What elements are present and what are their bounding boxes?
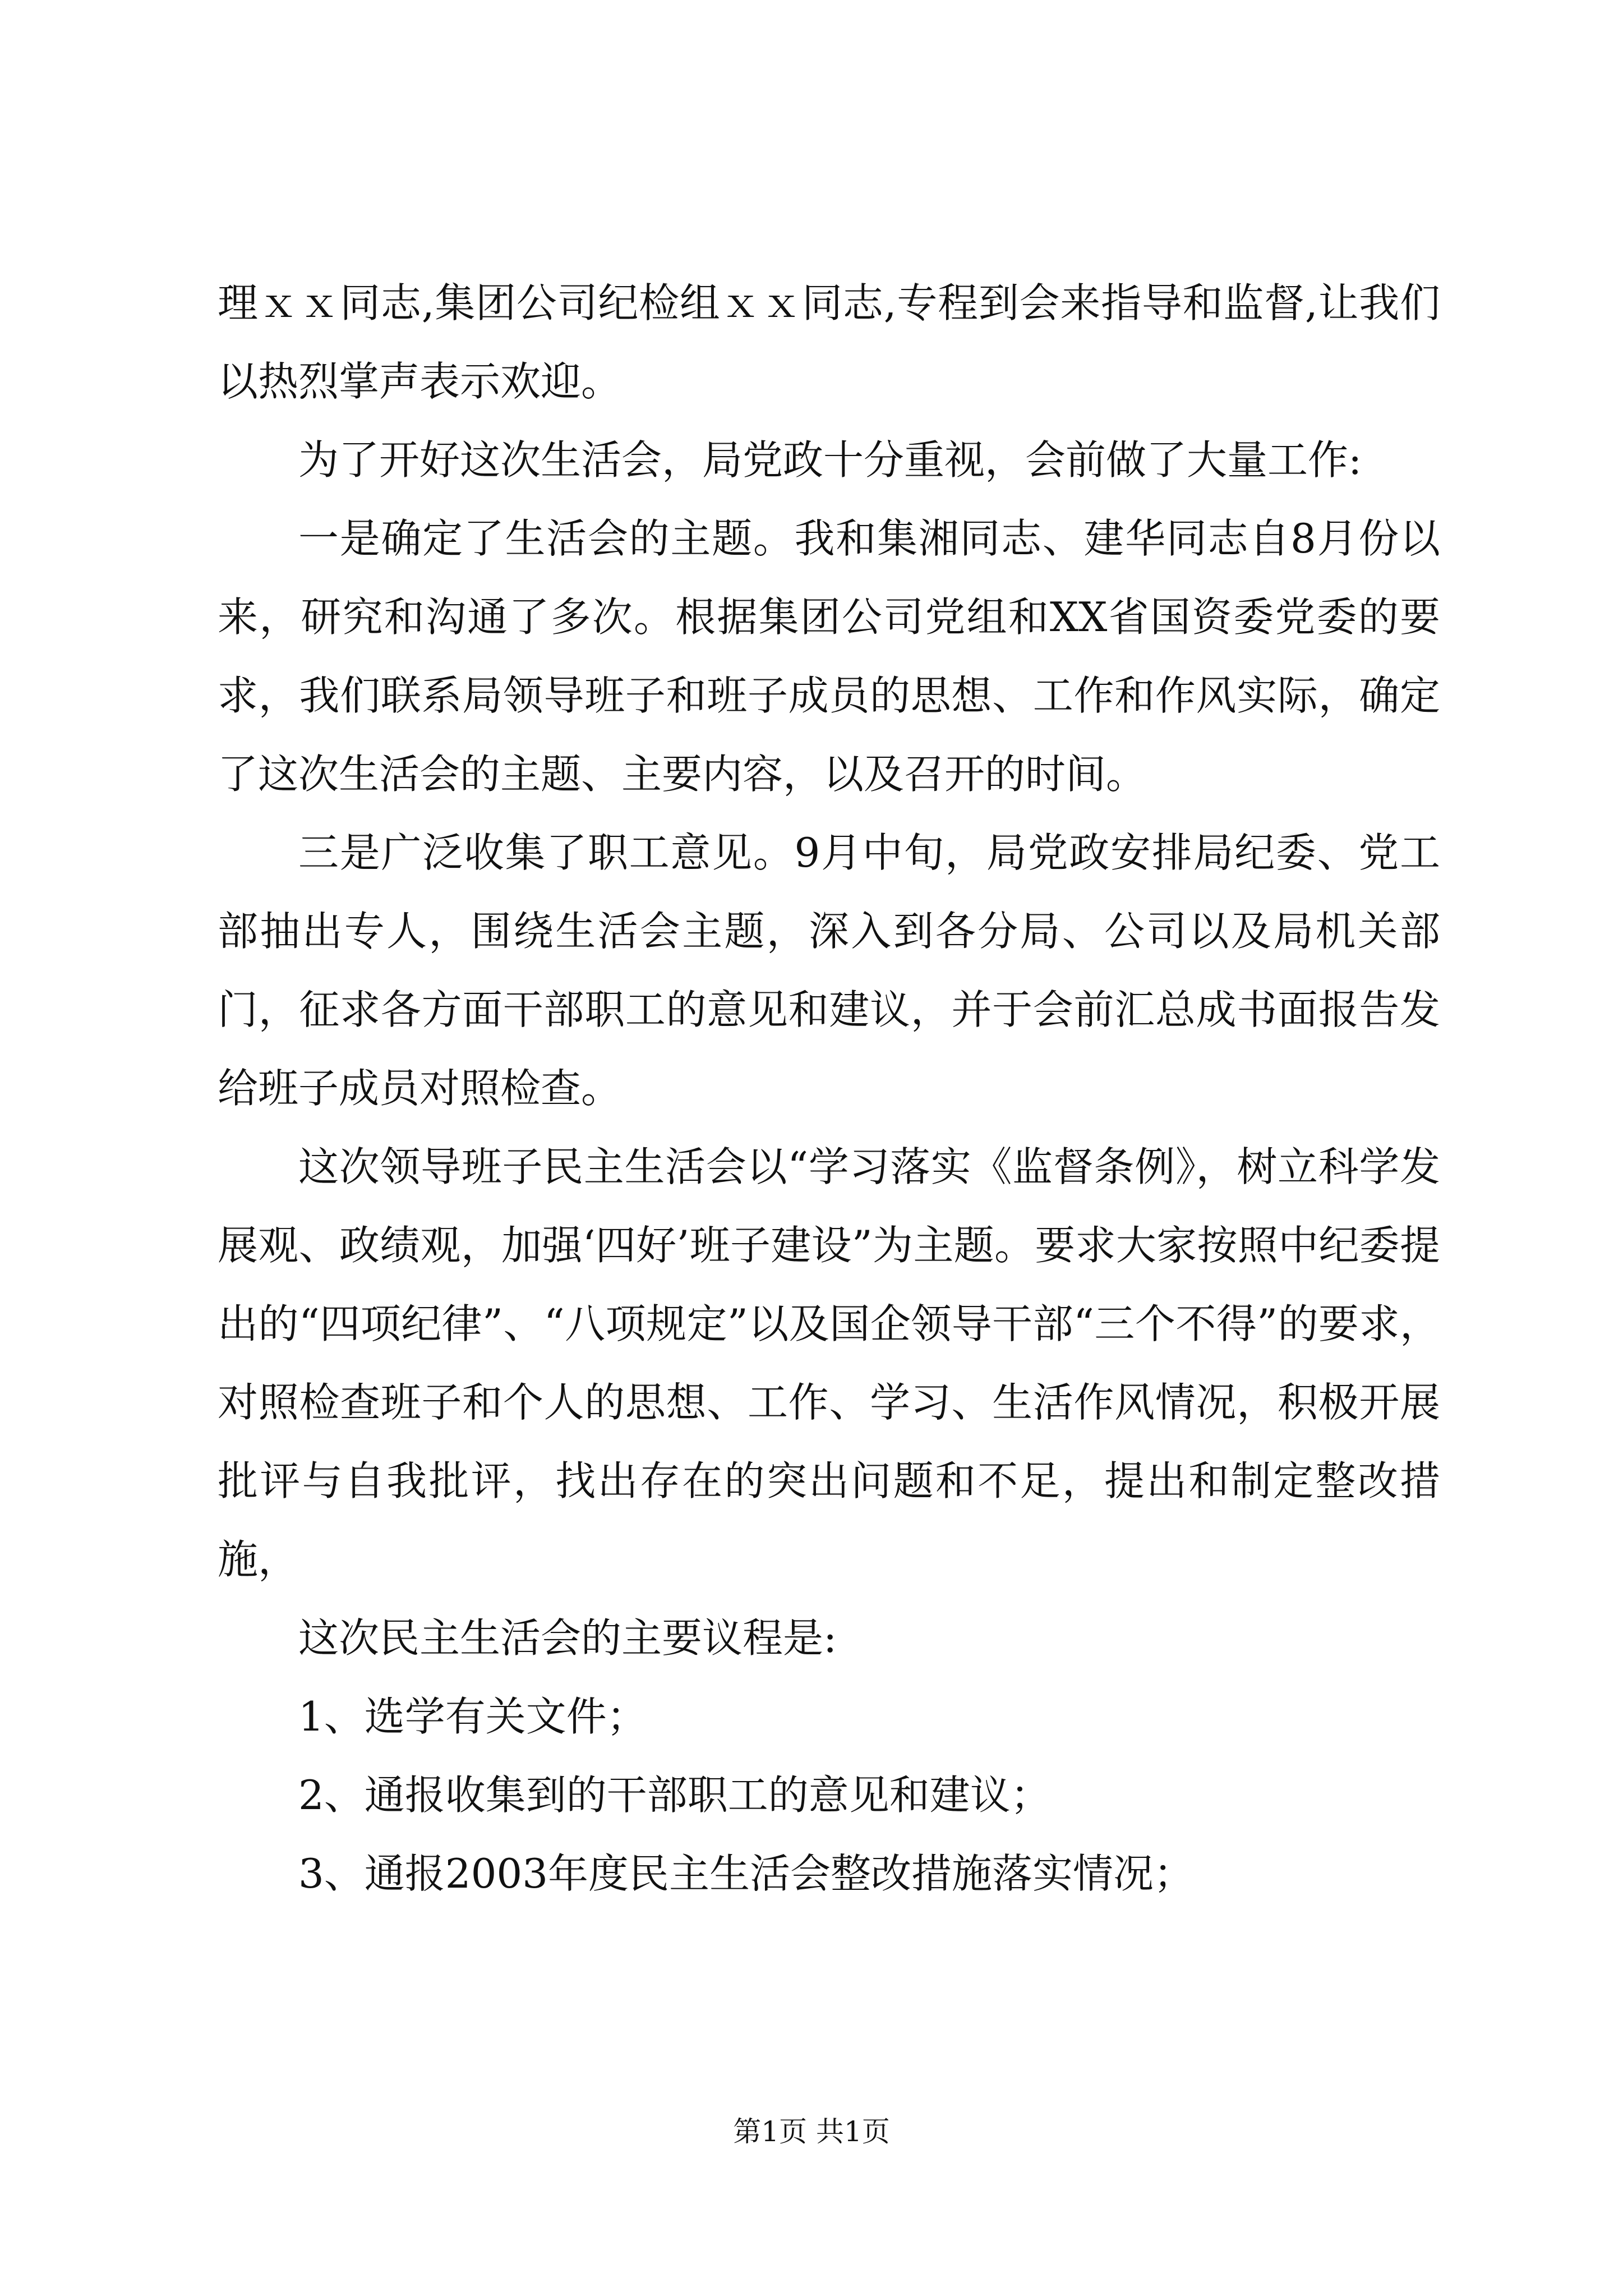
list-item-1: 1、选学有关文件； xyxy=(298,1693,647,1740)
paragraph-4: 三是广泛收集了职工意见。9月中旬，局党政安排局纪委、党工部抽出专人，围绕生活会主题，深入到各分局、公司以及局机关部门，征求各方面干部职工的意见和建议，并于会前汇总成书面报告发给班子成员对照检查。 xyxy=(218,829,1440,1112)
page-footer: 第1页 共1页 xyxy=(733,2115,890,2148)
paragraph-2: 为了开好这次生活会，局党政十分重视，会前做了大量工作: xyxy=(298,436,1362,484)
list-item-3: 3、通报2003年度民主生活会整改措施落实情况； xyxy=(298,1850,1195,1897)
paragraph-3: 一是确定了生活会的主题。我和集湘同志、建华同志自8月份以来，研究和沟通了多次。根据集团公司党组和XX省国资委党委的要求，我们联系局领导班子和班子成员的思想、工作和作风实际，确定了这次生活会的主题、主要内容，以及召开的时间。 xyxy=(218,515,1440,798)
paragraph-5: 这次领导班子民主生活会以“学习落实《监督条例》，树立科学发展观、政绩观，加强‘四好’班子建设”为主题。要求大家按照中纪委提出的“四项纪律”、“八项规定”以及国企领导干部“三个不得”的要求，对照检查班子和个人的思想、工作、学习、生活作风情况，积极开展批评与自我批评，找出存在的突出问题和不足，提出和制定整改措施， xyxy=(218,1143,1440,1583)
paragraph-1: 理ｘｘ同志,集团公司纪检组ｘｘ同志,专程到会来指导和监督,让我们以热烈掌声表示欢迎。 xyxy=(218,279,1440,405)
document-body xyxy=(218,264,1440,1913)
paragraph-6: 这次民主生活会的主要议程是: xyxy=(298,1614,837,1662)
list-item-2: 2、通报收集到的干部职工的意见和建议； xyxy=(298,1772,1051,1819)
